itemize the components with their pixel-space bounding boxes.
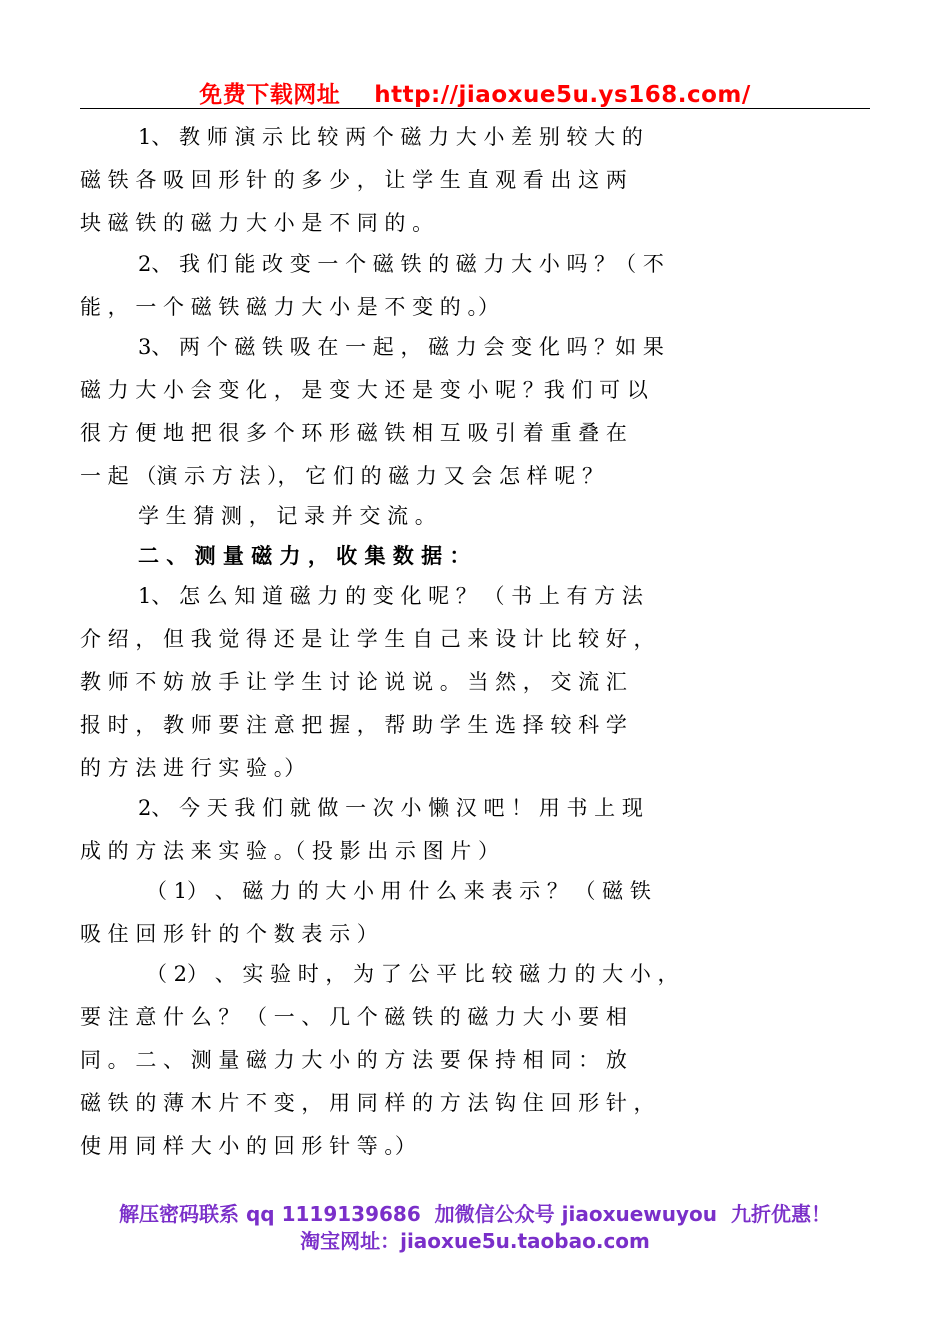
header-website-url: 免费下载网址 http://jiaoxue5u.ys168.com/ <box>199 82 751 108</box>
body-line: 2、 我 们 能 改 变 一 个 磁 铁 的 磁 力 大 小 吗 ？（ 不 <box>138 252 664 276</box>
footer-store-url: 淘宝网址：jiaoxue5u.taobao.com <box>300 1229 650 1253</box>
body-line: 2、 今 天 我 们 就 做 一 次 小 懒 汉 吧 ！ 用 书 上 现 <box>138 796 643 820</box>
body-line: 成 的 方 法 来 实 验 。（ 投 影 出 示 图 片 ） <box>80 839 499 863</box>
body-line: 磁 铁 各 吸 回 形 针 的 多 少 ， 让 学 生 直 观 看 出 这 两 <box>80 168 627 192</box>
header-divider <box>80 108 870 109</box>
body-line: 一 起 （演 示 方 法 ）， 它 们 的 磁 力 又 会 怎 样 呢 ？ <box>80 464 603 488</box>
body-line: 1、 教 师 演 示 比 较 两 个 磁 力 大 小 差 别 较 大 的 <box>138 125 643 149</box>
body-line: 磁 力 大 小 会 变 化 ， 是 变 大 还 是 变 小 呢 ？我 们 可 以 <box>80 378 648 402</box>
body-line: 很 方 便 地 把 很 多 个 环 形 磁 铁 相 互 吸 引 着 重 叠 在 <box>80 421 627 445</box>
body-line: （ 2） 、 实 验 时 ， 为 了 公 平 比 较 磁 力 的 大 小 ， <box>146 962 679 986</box>
body-line: 磁 铁 的 薄 木 片 不 变 ， 用 同 样 的 方 法 钩 住 回 形 针 ， <box>80 1091 655 1115</box>
body-line: 报 时 ， 教 师 要 注 意 把 握 ， 帮 助 学 生 选 择 较 科 学 <box>80 713 627 737</box>
body-line: 要 注 意 什 么 ？ （ 一 、 几 个 磁 铁 的 磁 力 大 小 要 相 <box>80 1005 627 1029</box>
body-line: 学 生 猜 测 ， 记 录 并 交 流 。 <box>138 504 436 528</box>
body-line: 使 用 同 样 大 小 的 回 形 针 等 。） <box>80 1134 416 1158</box>
body-line: 同 。 二 、 测 量 磁 力 大 小 的 方 法 要 保 持 相 同 ： 放 <box>80 1048 627 1072</box>
body-line: 1、 怎 么 知 道 磁 力 的 变 化 呢 ？ （ 书 上 有 方 法 <box>138 584 643 608</box>
section-heading: 二 、 测 量 磁 力 ， 收 集 数 据 ： <box>138 543 471 568</box>
body-line: 吸 住 回 形 针 的 个 数 表 示 ） <box>80 922 378 946</box>
body-line: 块 磁 铁 的 磁 力 大 小 是 不 同 的 。 <box>80 211 434 235</box>
body-line: 介 绍 ， 但 我 觉 得 还 是 让 学 生 自 己 来 设 计 比 较 好 ， <box>80 627 655 651</box>
body-line: 的 方 法 进 行 实 验 。） <box>80 756 306 780</box>
body-line: 3、 两 个 磁 铁 吸 在 一 起 ， 磁 力 会 变 化 吗 ？如 果 <box>138 335 664 359</box>
body-line: 能 ， 一 个 磁 铁 磁 力 大 小 是 不 变 的 。） <box>80 295 499 319</box>
footer-contact-line: 解压密码联系 qq 1119139686 加微信公众号 jiaoxuewuyou 九折优惠！ <box>119 1202 831 1226</box>
body-line: （ 1） 、 磁 力 的 大 小 用 什 么 来 表 示 ？ （ 磁 铁 <box>146 879 651 903</box>
body-line: 教 师 不 妨 放 手 让 学 生 讨 论 说 说 。 当 然 ， 交 流 汇 <box>80 670 627 694</box>
